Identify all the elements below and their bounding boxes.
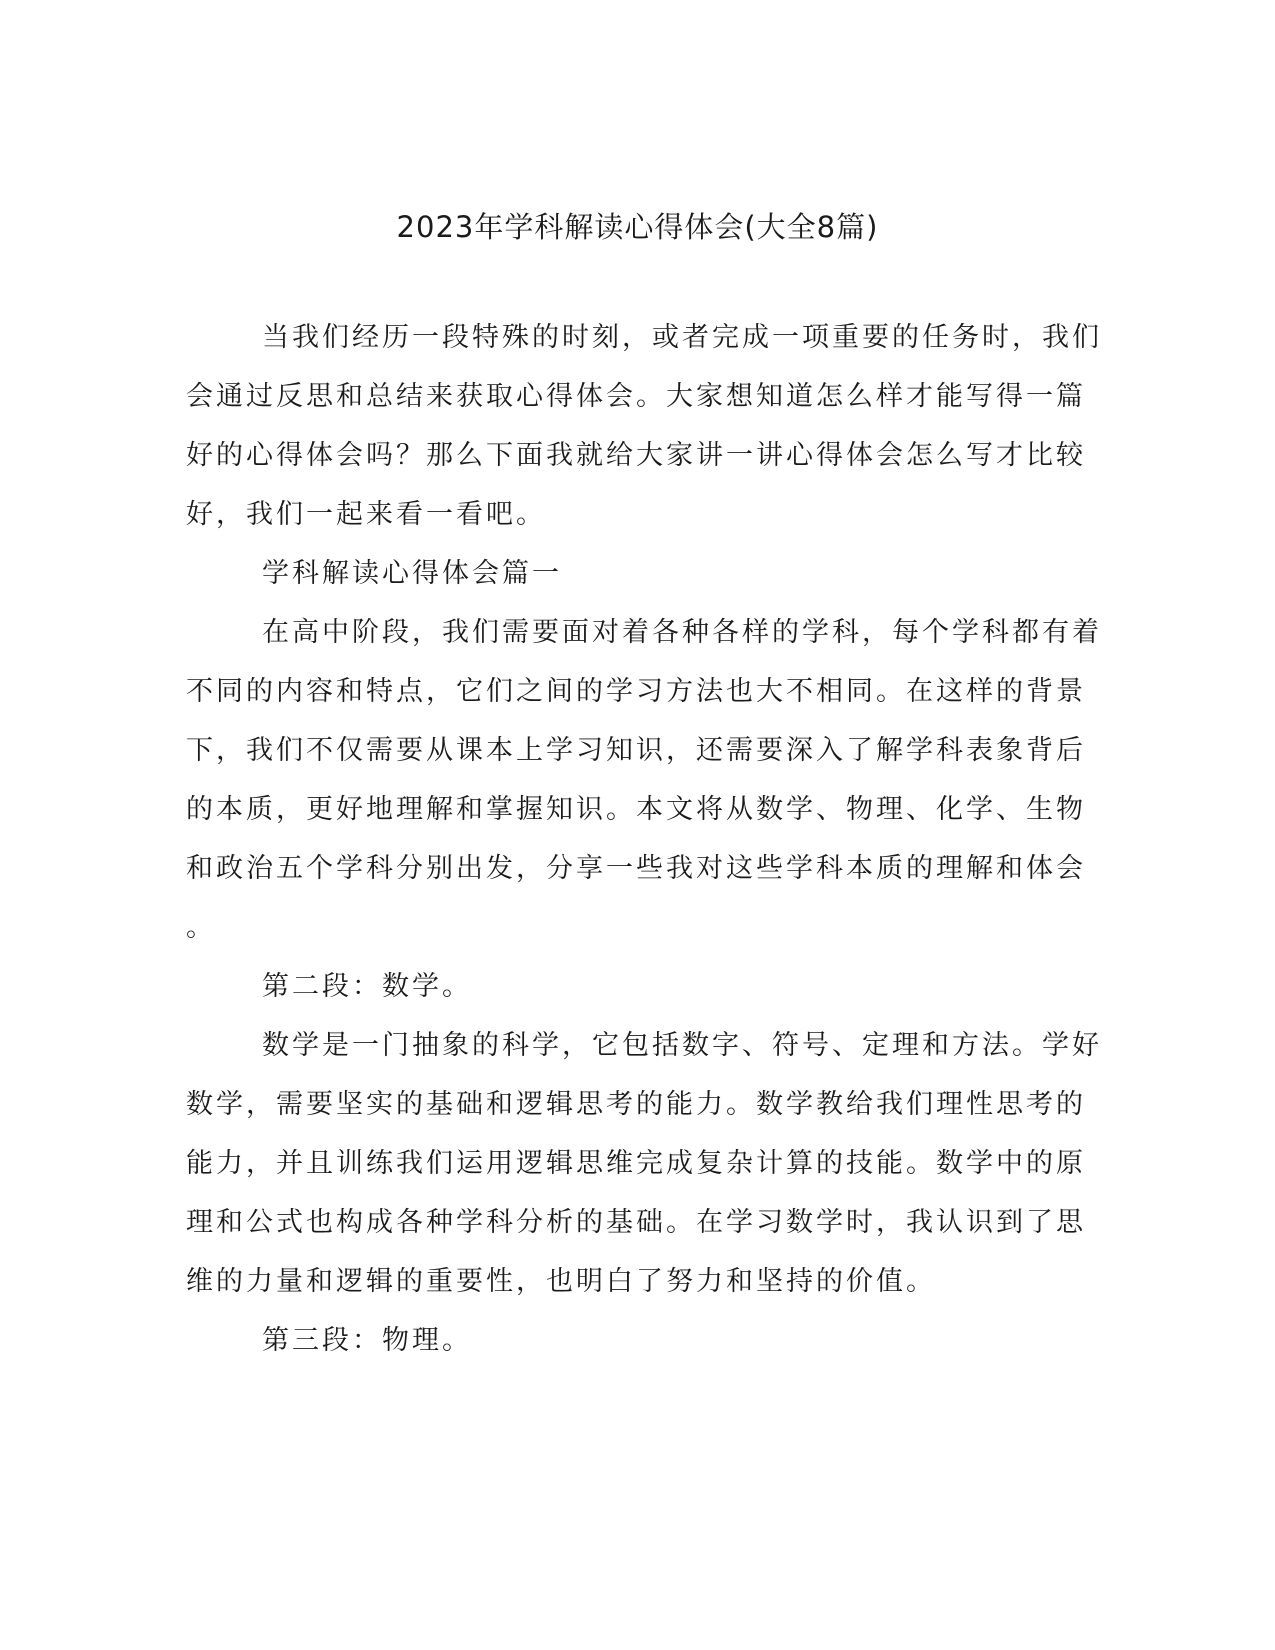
paragraph-line: 理和公式也构成各种学科分析的基础。在学习数学时，我认识到了思 <box>186 1207 1086 1238</box>
paragraph-line: 。 <box>186 912 216 943</box>
paragraph-line: 数学是一门抽象的科学，它包括数字、符号、定理和方法。学好 <box>262 1030 1102 1061</box>
section-heading: 第三段：物理。 <box>262 1325 472 1356</box>
paragraph-line: 下，我们不仅需要从课本上学习知识，还需要深入了解学科表象背后 <box>186 735 1086 766</box>
paragraph-line: 数学，需要坚实的基础和逻辑思考的能力。数学教给我们理性思考的 <box>186 1089 1086 1120</box>
paragraph-line: 和政治五个学科分别出发，分享一些我对这些学科本质的理解和体会 <box>186 853 1086 884</box>
section-heading: 第二段：数学。 <box>262 971 472 1002</box>
paragraph-line: 在高中阶段，我们需要面对着各种各样的学科，每个学科都有着 <box>262 617 1102 648</box>
section-heading: 学科解读心得体会篇一 <box>262 558 562 589</box>
paragraph-line: 的本质，更好地理解和掌握知识。本文将从数学、物理、化学、生物 <box>186 794 1086 825</box>
paragraph-line: 不同的内容和特点，它们之间的学习方法也大不相同。在这样的背景 <box>186 676 1086 707</box>
paragraph-line: 维的力量和逻辑的重要性，也明白了努力和坚持的价值。 <box>186 1266 936 1297</box>
document-title: 2023年学科解读心得体会(大全8篇) <box>396 210 879 244</box>
paragraph-line: 能力，并且训练我们运用逻辑思维完成复杂计算的技能。数学中的原 <box>186 1148 1086 1179</box>
paragraph-line: 好，我们一起来看一看吧。 <box>186 499 546 530</box>
paragraph-line: 当我们经历一段特殊的时刻，或者完成一项重要的任务时，我们 <box>262 322 1102 353</box>
paragraph-line: 好的心得体会吗？那么下面我就给大家讲一讲心得体会怎么写才比较 <box>186 440 1086 471</box>
paragraph-line: 会通过反思和总结来获取心得体会。大家想知道怎么样才能写得一篇 <box>186 381 1086 412</box>
